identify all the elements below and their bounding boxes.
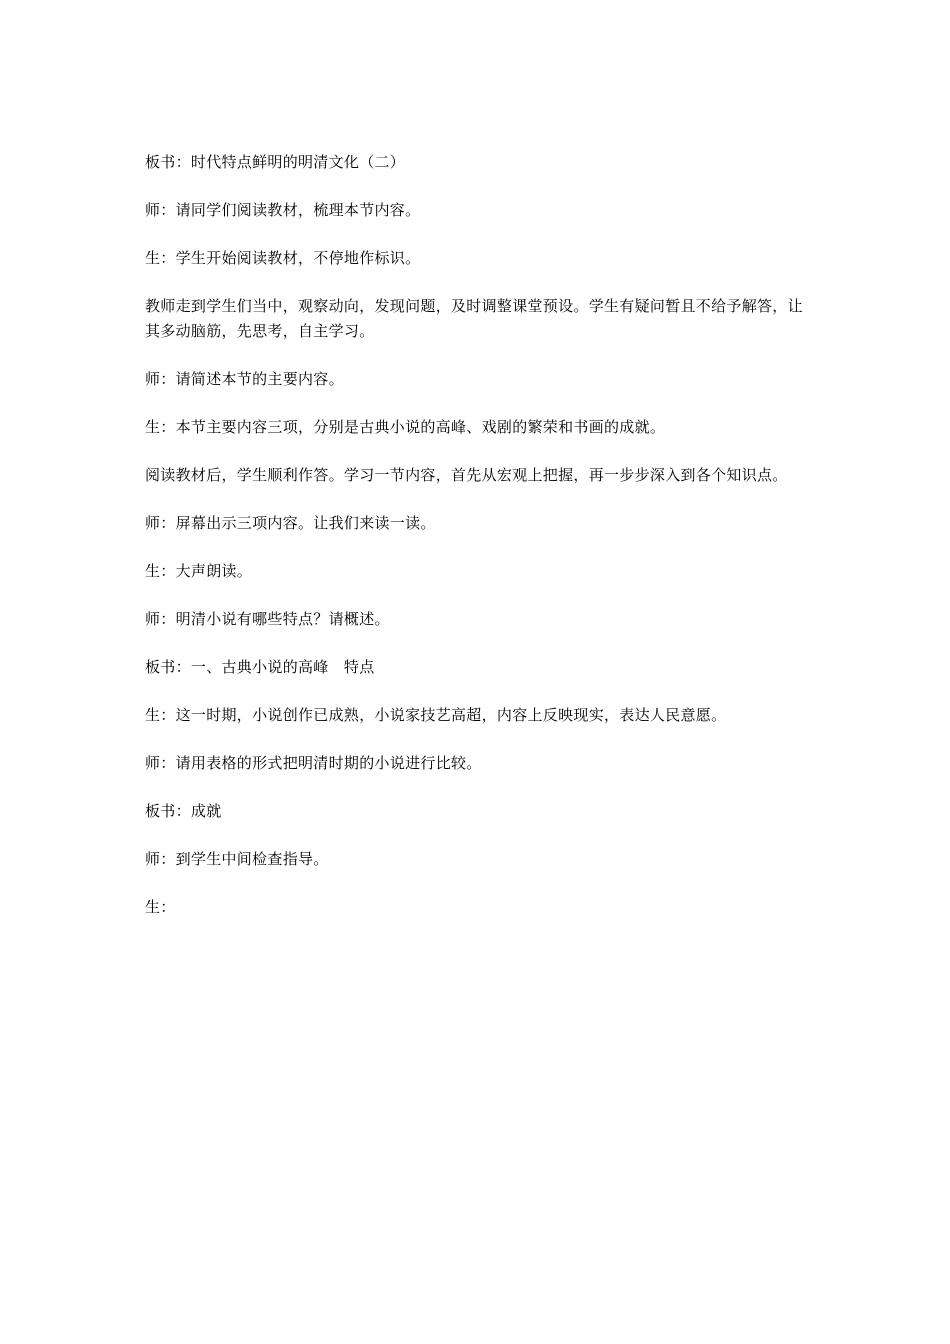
paragraph-student-reading: 生：学生开始阅读教材，不停地作标识。 [145,249,421,267]
paragraph-reading-note: 阅读教材后，学生顺利作答。学习一节内容，首先从宏观上把握，再一步步深入到各个知识点。 [145,466,788,484]
paragraph-teacher-question: 师：请简述本节的主要内容。 [145,370,344,388]
document-body [145,150,810,943]
paragraph-teacher-observation: 教师走到学生们当中，观察动向，发现问题，及时调整课堂预设。学生有疑问暂且不给予解答，让其多动脑筋，先思考，自主学习。 [145,297,803,340]
paragraph-student-read-aloud: 生：大声朗读。 [145,562,253,580]
paragraph-teacher-instruction: 师：请同学们阅读教材，梳理本节内容。 [145,201,421,219]
paragraph-blackboard-achievement: 板书：成就 [145,802,222,820]
paragraph-blackboard-title: 板书：时代特点鲜明的明清文化（二） [145,153,406,171]
paragraph-teacher-novel-question: 师：明清小说有哪些特点？请概述。 [145,610,390,628]
paragraph-student-answer: 生：本节主要内容三项，分别是古典小说的高峰、戏剧的繁荣和书画的成就。 [145,418,666,436]
paragraph-teacher-check: 师：到学生中间检查指导。 [145,850,329,868]
paragraph-blackboard-section: 板书：一、古典小说的高峰 特点 [145,658,375,676]
paragraph-student-novel-answer: 生：这一时期，小说创作已成熟，小说家技艺高超，内容上反映现实，表达人民意愿。 [145,706,727,724]
paragraph-teacher-table-task: 师：请用表格的形式把明清时期的小说进行比较。 [145,754,482,772]
paragraph-student-empty: 生： [145,898,176,916]
paragraph-teacher-screen: 师：屏幕出示三项内容。让我们来读一读。 [145,514,436,532]
